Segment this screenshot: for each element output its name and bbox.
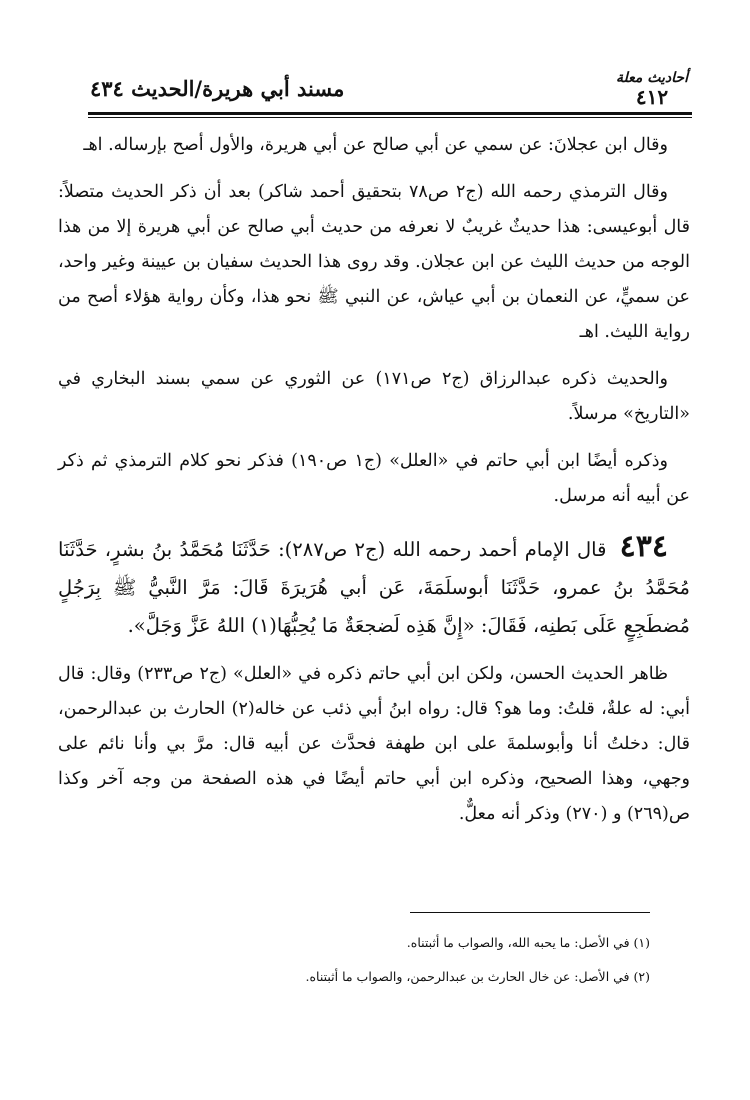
hadith-paragraph [58, 528, 690, 645]
paragraph: وذكره أيضًا ابن أبي حاتم في «العلل» (ج١ ص١٩٠) فذكر نحو كلام الترمذي ثم ذكر عن أبيه أنه مرسل. [58, 451, 690, 506]
hadith-number: ٤٣٤ [619, 529, 668, 564]
book-title: أحاديث معلة [616, 70, 688, 86]
paragraph: والحديث ذكره عبدالرزاق (ج٢ ص١٧١) عن الثوري عن سمي بسند البخاري في «التاريخ» مرسلاً. [58, 369, 690, 424]
footnotes [60, 926, 650, 994]
hadith-text: قال الإمام أحمد رحمه الله (ج٢ ص٢٨٧): حَدَّثَنَا مُحَمَّدُ بنُ بشرٍ، حَدَّثَنَا مُحَمَّدُ بنُ عمرو، حَدَّثَنَا أبوسلَمَةَ، عَن أبي هُرَيرَةَ قَالَ: مَرَّ النَّبيُّ ﷺ بِرَجُلٍ مُضطَجِعٍ عَلَى بَطنِه، فَقَالَ: «إِنَّ هَذِه لَضجعَةٌ مَا يُحِبُّهَا(١) اللهُ عَزَّ وَجَلَّ». [58, 538, 690, 637]
paragraph: ظاهر الحديث الحسن، ولكن ابن أبي حاتم ذكره في «العلل» (ج٢ ص٢٣٣) وقال: قال أبي: له علةٌ، قلتُ: وما هو؟ قال: رواه ابنُ أبي ذئب عن خاله(٢) الحارث بن عبدالرحمن، قال: دخلتُ أنا وأبوسلمةَ على ابن طهفة فحدَّث عن أبيه قال: مرَّ بي وأنا نائم على وجهي، وهذا الصحيح، وذكره ابن أبي حاتم أيضًا في هذه الصفحة من وجه آخر وكذا ص(٢٦٩) و (٢٧٠) وذكر أنه معلٌّ. [58, 664, 690, 824]
header-corner [612, 70, 692, 108]
running-header-title: مسند أبي هريرة/الحديث ٤٣٤ [90, 76, 345, 101]
footnote: (٢) في الأصل: عن خال الحارث بن عبدالرحمن، والصواب ما أثبتناه. [305, 969, 650, 984]
paragraph: وقال الترمذي رحمه الله (ج٢ ص٧٨ بتحقيق أحمد شاكر) بعد أن ذكر الحديث متصلاً: قال أبوعيسى: هذا حديثٌ غريبٌ لا نعرفه من حديث أبي صالح عن أبي هريرة إلا من هذا الوجه من حديث الليث عن ابن عجلان. وقد روى هذا الحديث سفيان بن عيينة وغير واحد، عن سميٍّ، عن النعمان بن أبي عياش، عن النبي ﷺ نحو هذا، وكأن رواية هؤلاء أصح من رواية الليث. اهـ [58, 182, 690, 342]
paragraph: وقال ابن عجلانَ: عن سمي عن أبي صالح عن أبي هريرة، والأول أصح بإرساله. اهـ [83, 135, 668, 155]
body-text [58, 128, 690, 844]
header-rule-thin [88, 117, 692, 118]
footnote-rule [410, 912, 650, 913]
page-number: ٤١٢ [635, 85, 669, 109]
header-rule [88, 112, 692, 115]
footnote: (١) في الأصل: ما يحبه الله، والصواب ما أثبتناه. [406, 935, 650, 950]
